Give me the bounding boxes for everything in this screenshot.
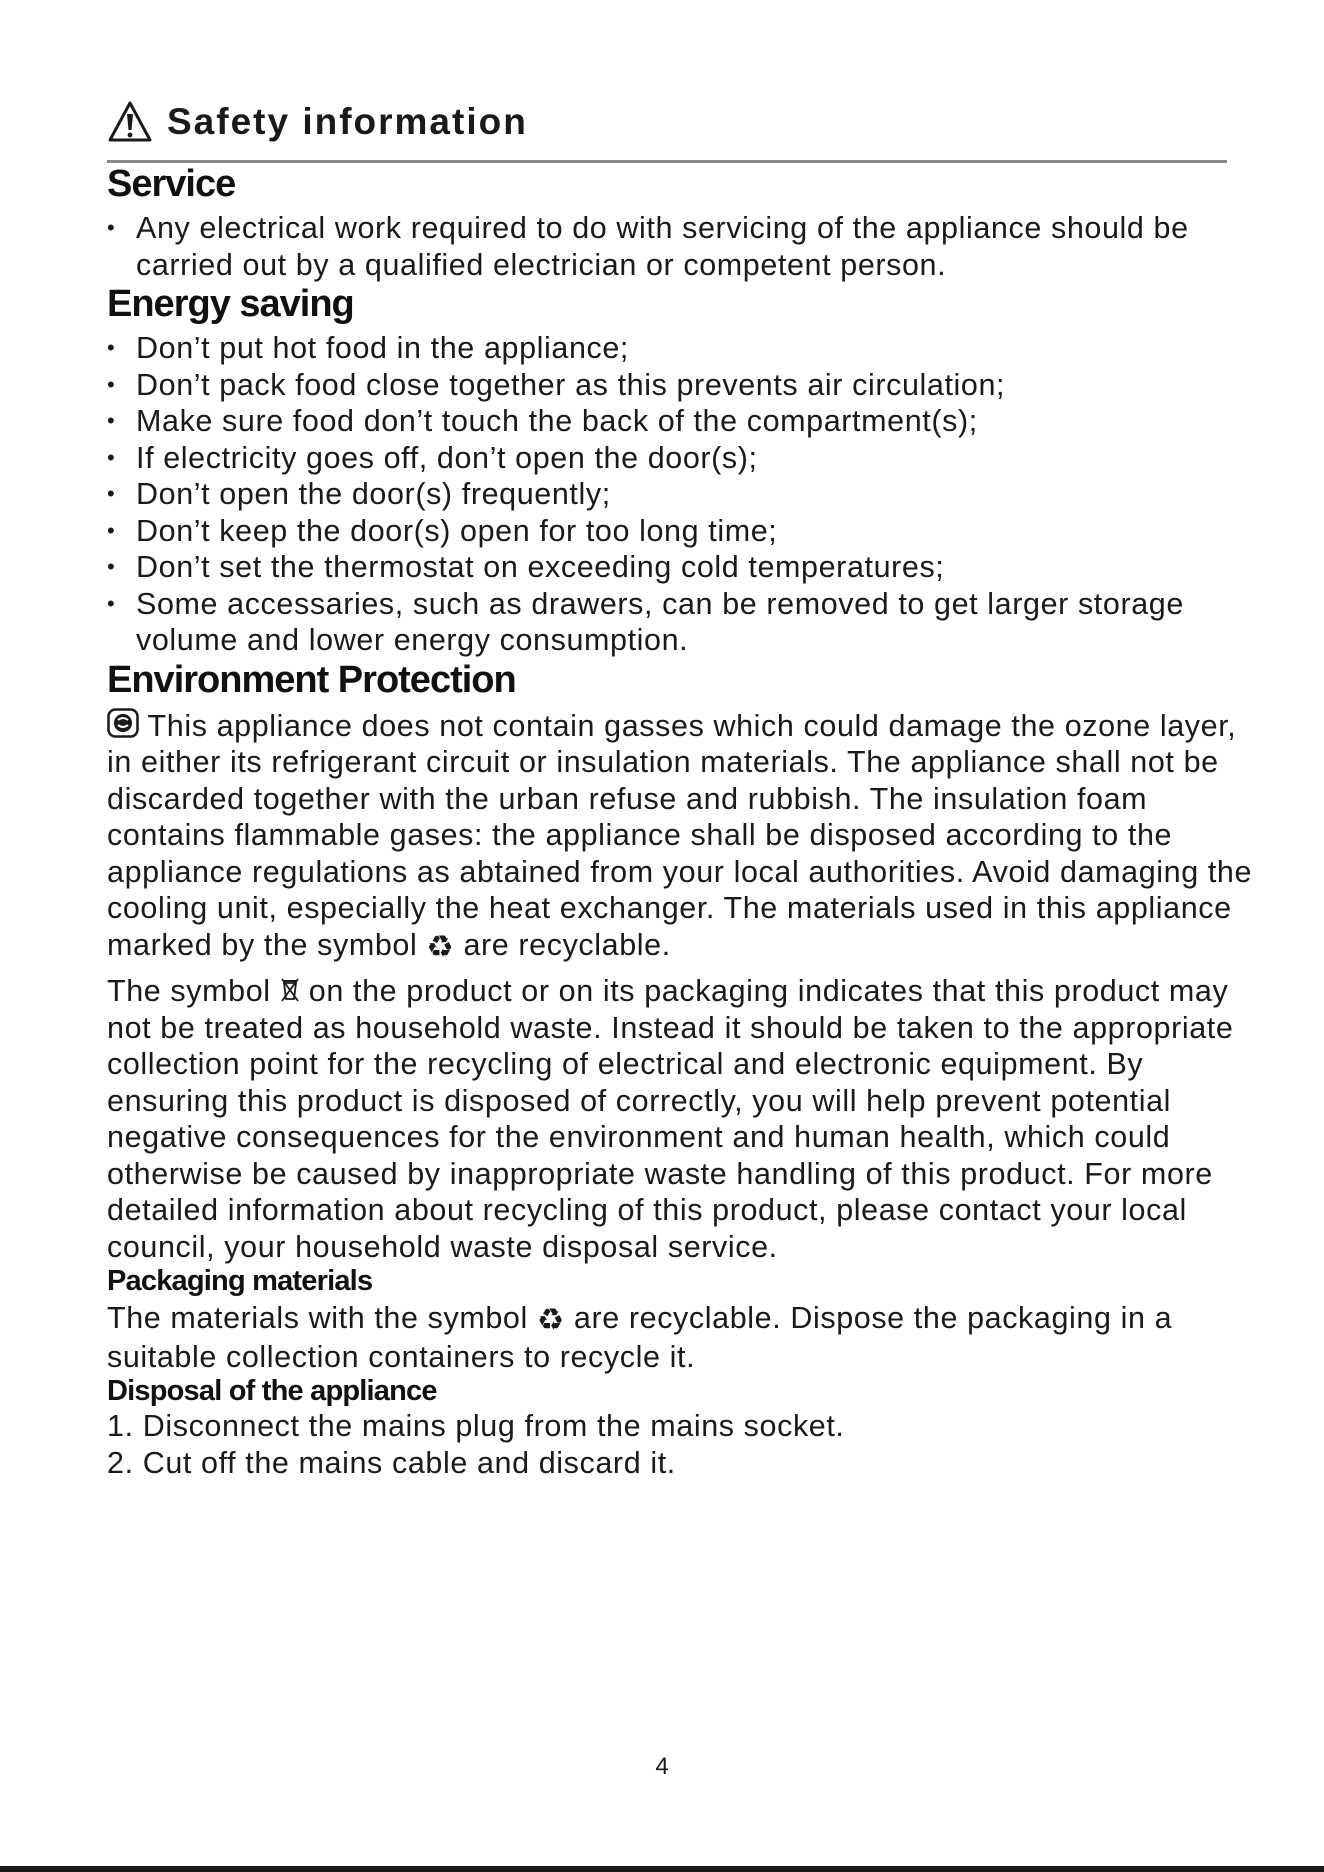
list-item: 1. Disconnect the mains plug from the mains socket. [107,1409,845,1443]
packaging-text-a: The materials with the symbol [107,1301,537,1335]
packaging-paragraph [107,1300,1257,1375]
disposal-heading: Disposal of the appliance [107,1375,437,1407]
crossed-bin-icon [280,977,300,1003]
list-item: • If electricity goes off, don’t open the door(s); [107,440,1257,477]
ozone-text-a: This appliance does not contain gasses which could damage the ozone layer, in either its refrigerant circuit or insulation materials. The appliance shall not be discarded together with the urban refuse and rubbish. The insulation foam contains flammable gases: the appliance shall be disposed according to the appliance regulations as abtained from your local authorities. Avoid damaging the cooling unit, especially the heat exchanger. The materials used in this appliance marked by the symbol [107,708,1253,962]
page-number: 4 [655,1753,669,1780]
list-item: • Don’t open the door(s) frequently; [107,476,1257,513]
ozone-text-b: are recyclable. [454,927,671,962]
list-item: • Make sure food don’t touch the back of the compartment(s); [107,403,1257,440]
page-header [107,92,1257,152]
page-content [107,92,1257,1481]
page-bottom-border [0,1866,1324,1872]
warning-triangle-icon [107,100,153,144]
list-item: • Don’t pack food close together as this prevents air circulation; [107,367,1257,404]
recycle-icon: ♻ [536,1303,565,1337]
list-item: • Some accessaries, such as drawers, can be removed to get larger storage volume and lower energy consumption. [107,586,1257,659]
environment-protection-heading: Environment Protection [107,658,516,701]
energy-saving-heading: Energy saving [107,283,354,325]
weee-text-a: The symbol [107,974,280,1008]
disposal-steps [107,1408,1257,1481]
weee-text-b: on the product or on its packaging indicates that this product may not be treated as household waste. Instead it should be taken to the appropriate collection point for the recycling of electrical and electronic equipment. By ensuring this product is disposed of correctly, you will help prevent potential negative consequences for the environment and human health, which could otherwise be caused by inappropriate waste handling of this product. For more detailed information about recycling of this product, please contact your local council, your household waste disposal service. [107,974,1234,1264]
ozone-safe-icon [107,708,139,738]
page-title: Safety information [167,101,528,142]
weee-paragraph [107,973,1257,1265]
packaging-materials-heading: Packaging materials [107,1265,373,1297]
service-heading: Service [107,163,236,205]
list-item: 2. Cut off the mains cable and discard it. [107,1445,676,1480]
recycle-icon: ♻ [426,929,455,964]
list-item: • Don’t put hot food in the appliance; [107,330,1257,367]
energy-saving-list [107,330,1257,659]
packaging-text-b: are recyclable. Dispose the packaging in a suitable collection containers to recycle it. [107,1301,1173,1374]
ozone-paragraph [107,708,1257,966]
list-item: • Don’t keep the door(s) open for too long time; [107,513,1257,550]
list-item: • Don’t set the thermostat on exceeding cold temperatures; [107,549,1257,586]
service-list [107,210,1257,283]
list-item: • Any electrical work required to do with servicing of the appliance should be carried out by a qualified electrician or competent person. [107,210,1257,283]
